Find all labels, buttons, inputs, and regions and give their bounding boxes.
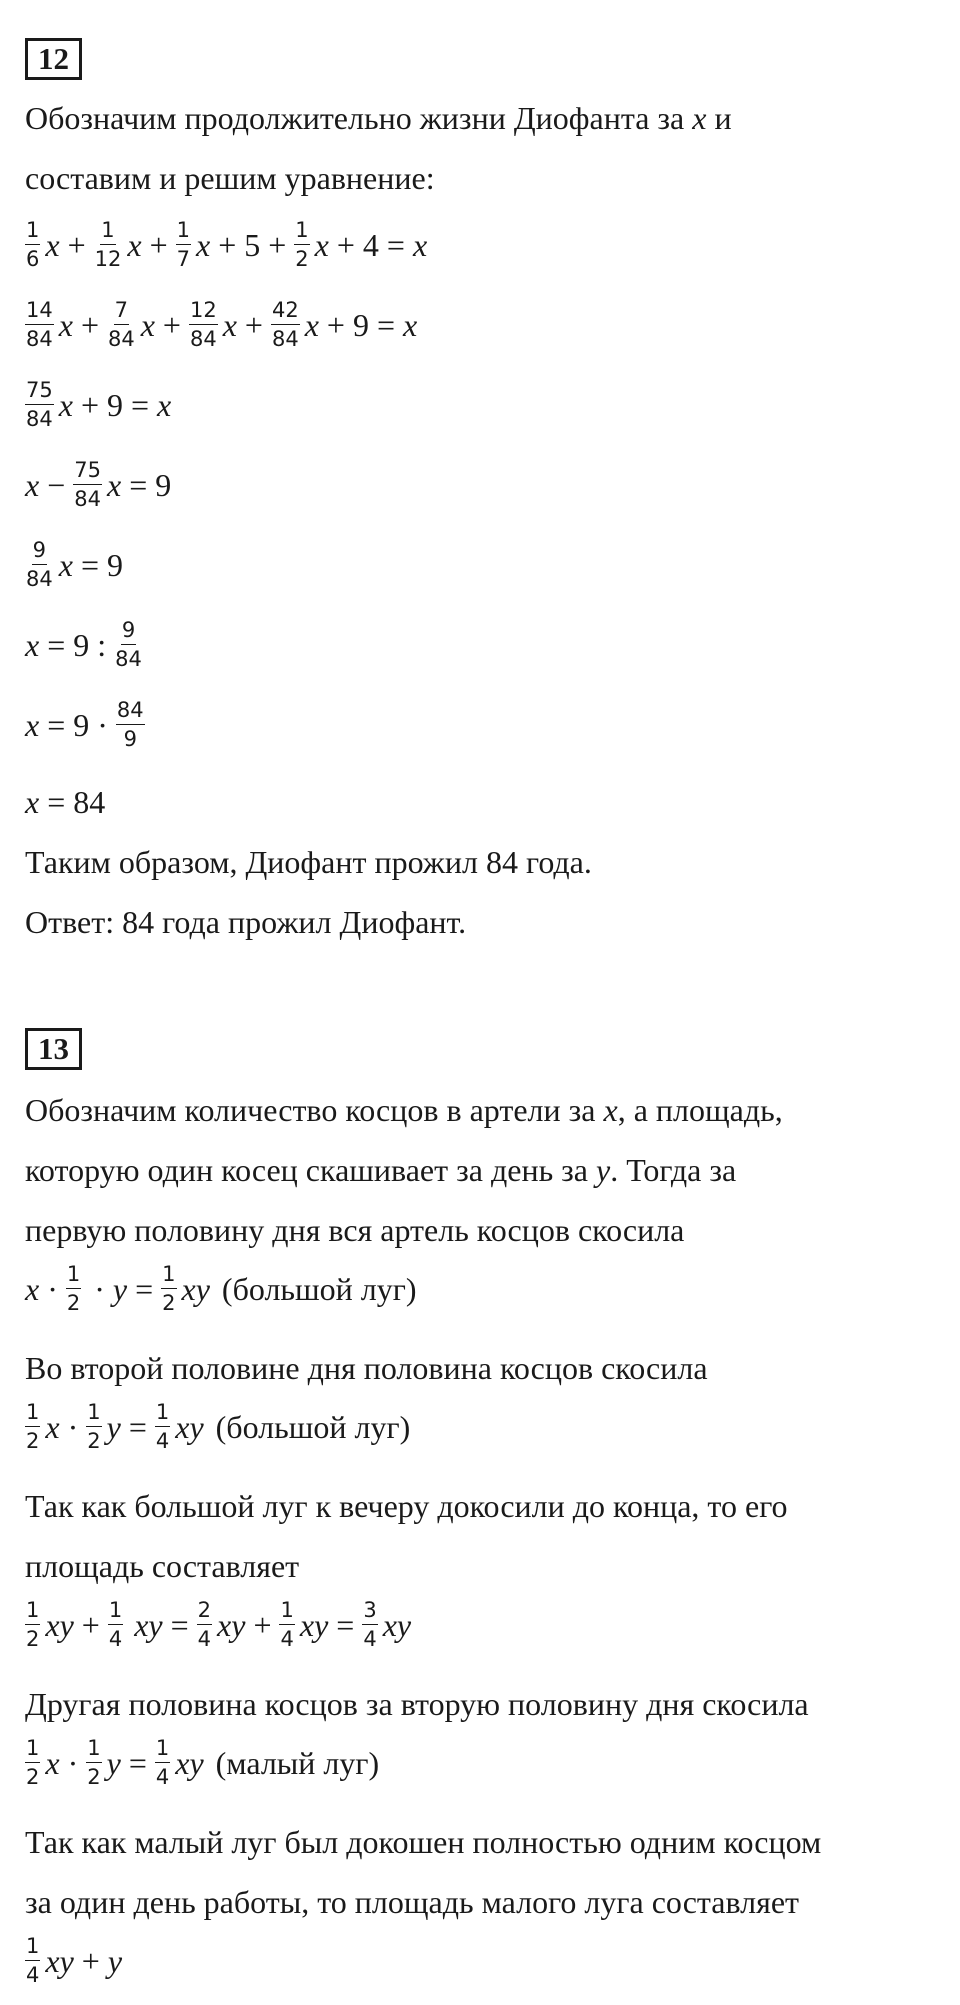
fraction: $\frac{9}{84}$ bbox=[26, 538, 53, 591]
fraction: $\frac{75}{84}$ bbox=[74, 458, 101, 511]
equation-12-1: $\frac{1}{6}$ x + $\frac{1}{12}$ x + $\frac{1}{7}$ x + 5 + $\frac{1}{2}$ x + 4 = x bbox=[26, 218, 428, 271]
fraction: $\frac{1}{4}$ bbox=[26, 1934, 40, 1987]
equation-12-3: $\frac{75}{84}$ x + 9 = x bbox=[26, 378, 172, 431]
problem-12-conclusion: Таким образом, Диофант прожил 84 года. bbox=[25, 844, 592, 880]
problem-13-line-7: Другая половина косцов за вторую половину дня скосила bbox=[25, 1686, 809, 1722]
fraction: $\frac{1}{2}$ bbox=[162, 1262, 176, 1315]
problem-13-line-8: Так как малый луг был докошен полностью одним косцом bbox=[25, 1824, 822, 1860]
problem-13-line-4: Во второй половине дня половина косцов скосила bbox=[25, 1350, 708, 1386]
problem-12-intro-line-2: составим и решим уравнение: bbox=[25, 160, 435, 196]
fraction: $\frac{14}{84}$ bbox=[26, 298, 53, 351]
fraction: $\frac{1}{12}$ bbox=[94, 218, 122, 271]
fraction: $\frac{7}{84}$ bbox=[107, 298, 135, 351]
equation-13-2: $\frac{1}{2}$ x · $\frac{1}{2}$ y = $\frac{1}{4}$ xy (большой луг) bbox=[26, 1400, 411, 1453]
problem-13-line-9: за один день работы, то площадь малого луга составляет bbox=[25, 1884, 800, 1920]
equation-12-6: x = 9 : $\frac{9}{84}$ bbox=[25, 618, 142, 671]
problem-12-intro-line-1: Обозначим продолжительно жизни Диофанта за x и bbox=[25, 100, 732, 136]
equation-13-4: $\frac{1}{2}$ x · $\frac{1}{2}$ y = $\frac{1}{4}$ xy (малый луг) bbox=[26, 1736, 380, 1789]
fraction: $\frac{75}{84}$ bbox=[26, 378, 53, 431]
fraction: $\frac{12}{84}$ bbox=[189, 298, 217, 351]
fraction: $\frac{1}{2}$ bbox=[66, 1262, 81, 1315]
fraction: $\frac{1}{2}$ bbox=[26, 1736, 40, 1789]
fraction: $\frac{1}{2}$ bbox=[87, 1400, 101, 1453]
fraction: $\frac{42}{84}$ bbox=[271, 298, 299, 351]
fraction: $\frac{1}{2}$ bbox=[295, 218, 309, 271]
equation-12-5: $\frac{9}{84}$ x = 9 bbox=[26, 538, 123, 591]
problem-13-number-row bbox=[25, 1028, 82, 1070]
equation-13-3: $\frac{1}{2}$ xy + $\frac{1}{4}$ xy = $\frac{2}{4}$ xy + $\frac{1}{4}$ xy = $\frac{3}{4}$ xy bbox=[26, 1598, 412, 1651]
equation-12-7: x = 9 · $\frac{84}{9}$ bbox=[25, 698, 144, 751]
fraction: $\frac{1}{2}$ bbox=[26, 1598, 40, 1651]
fraction: $\frac{2}{4}$ bbox=[197, 1598, 212, 1651]
fraction: $\frac{9}{84}$ bbox=[115, 618, 142, 671]
fraction: $\frac{84}{9}$ bbox=[116, 698, 144, 751]
problem-13-line-3: первую половину дня вся артель косцов скосила bbox=[25, 1212, 685, 1248]
fraction: $\frac{1}{4}$ bbox=[280, 1598, 294, 1651]
problem-number-badge: 13 bbox=[25, 1028, 82, 1070]
fraction: $\frac{1}{4}$ bbox=[108, 1598, 123, 1651]
fraction: $\frac{1}{4}$ bbox=[155, 1736, 170, 1789]
fraction: $\frac{1}{6}$ bbox=[26, 218, 40, 271]
fraction: $\frac{1}{2}$ bbox=[87, 1736, 101, 1789]
problem-number-badge: 12 bbox=[25, 38, 82, 80]
problem-12-number-row bbox=[25, 38, 82, 80]
equation-12-4: x − $\frac{75}{84}$ x = 9 bbox=[25, 458, 172, 511]
problem-13-line-1: Обозначим количество косцов в артели за x, а площадь, bbox=[25, 1092, 783, 1128]
problem-13-line-6: площадь составляет bbox=[25, 1548, 300, 1584]
equation-13-1: x · $\frac{1}{2}$ · y = $\frac{1}{2}$ xy (большой луг) bbox=[25, 1262, 417, 1315]
problem-12-answer: Ответ: 84 года прожил Диофант. bbox=[25, 904, 467, 940]
equation-12-2: $\frac{14}{84}$ x + $\frac{7}{84}$ x + $\frac{12}{84}$ x + $\frac{42}{84}$ x + 9 = x bbox=[26, 298, 418, 351]
problem-13-line-5: Так как большой луг к вечеру докосили до конца, то его bbox=[25, 1488, 788, 1524]
fraction: $\frac{1}{7}$ bbox=[176, 218, 190, 271]
equation-13-5: $\frac{1}{4}$ xy + y bbox=[26, 1934, 123, 1987]
fraction: $\frac{3}{4}$ bbox=[363, 1598, 377, 1651]
fraction: $\frac{1}{2}$ bbox=[26, 1400, 40, 1453]
equation-12-8: x = 84 bbox=[25, 784, 106, 820]
problem-13-line-2: которую один косец скашивает за день за y. Тогда за bbox=[25, 1152, 737, 1188]
fraction: $\frac{1}{4}$ bbox=[155, 1400, 170, 1453]
